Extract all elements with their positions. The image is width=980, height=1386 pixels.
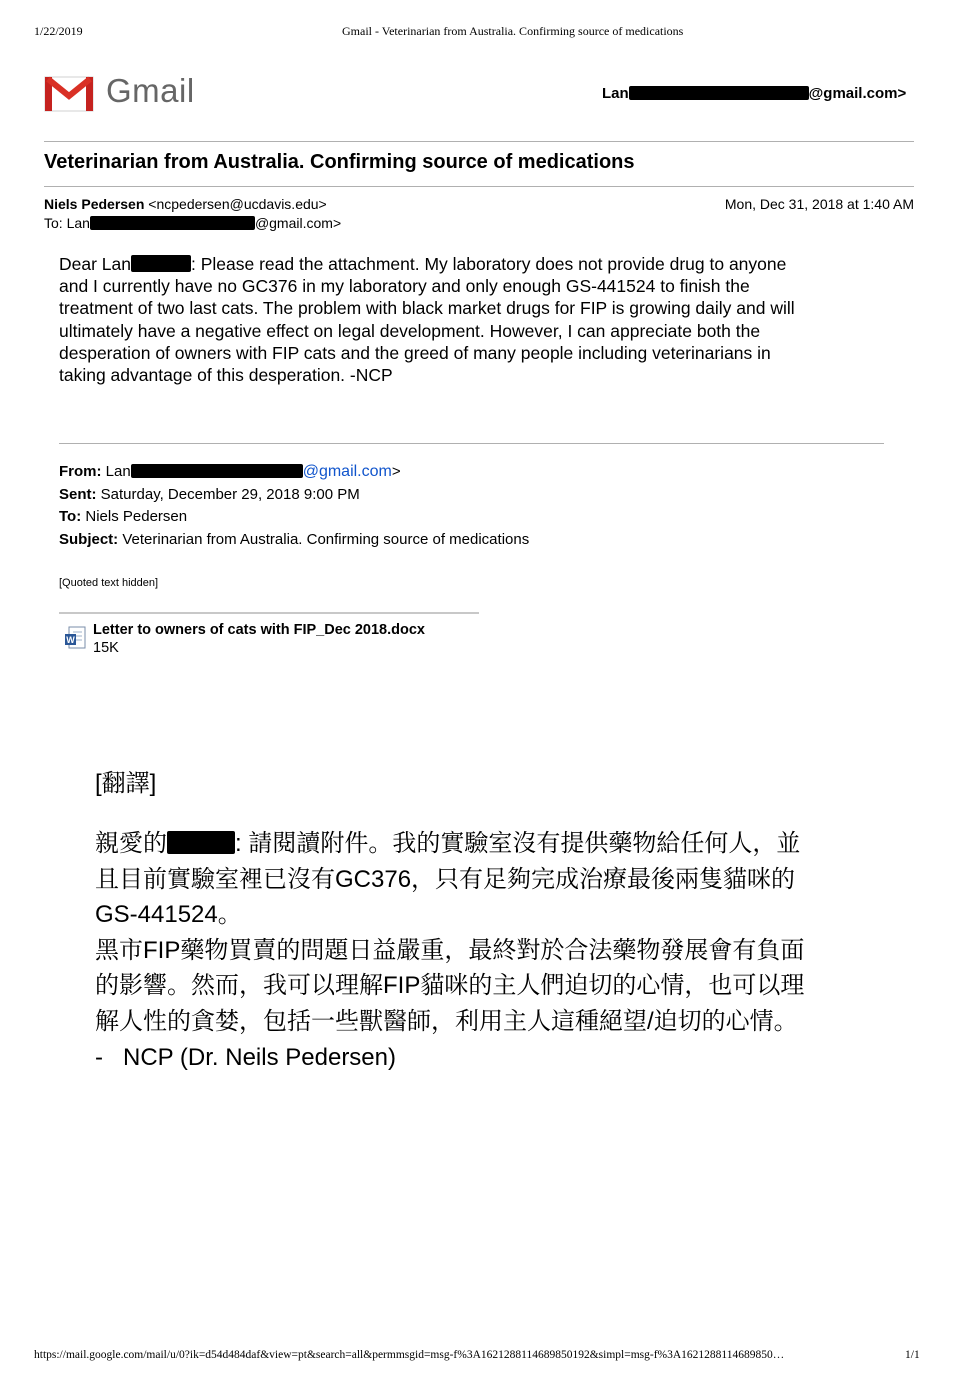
attachment-size: 15K: [93, 640, 119, 656]
recipient: [44, 215, 341, 231]
translation-heading: [翻譯]: [95, 770, 157, 797]
sender-name: Niels Pedersen: [44, 196, 145, 212]
translation-signature: [95, 1040, 804, 1076]
translation-line-6: 解人性的貪婪，包括一些獸醫師，利用主人這種絕望/迫切的心情。: [95, 1007, 798, 1035]
body-line-3: treatment of two last cats. The problem with black market drugs for FIP is growing daily and will: [59, 298, 795, 319]
sender: [44, 196, 327, 212]
gmail-envelope-icon: [44, 76, 94, 112]
body-line-2: and I currently have no GC376 in my laboratory and only enough GS-441524 to finish the: [59, 276, 750, 297]
account-redaction: [629, 86, 809, 100]
print-page-number: 1/1: [905, 1349, 920, 1361]
quoted-from-close: >: [391, 463, 401, 480]
message-date: Mon, Dec 31, 2018 at 1:40 AM: [724, 196, 914, 212]
account-email: [602, 85, 906, 102]
quoted-from: [59, 461, 529, 484]
body-greeting: Dear Lan: [59, 254, 131, 274]
quoted-to-label: To:: [59, 508, 82, 525]
quoted-subject-value: Veterinarian from Australia. Confirming source of medications: [122, 530, 530, 548]
subject-divider: [44, 186, 914, 187]
quoted-header: [59, 461, 529, 551]
quoted-subject: [59, 529, 529, 552]
quoted-sent: [59, 484, 529, 507]
attachment[interactable]: [64, 622, 484, 662]
quoted-to-value: Niels Pedersen: [85, 508, 188, 525]
quoted-from-email[interactable]: @gmail.com: [302, 463, 392, 480]
translation-line-1-text: : 請閱讀附件。我的實驗室沒有提供藥物給任何人，並: [235, 830, 801, 857]
body-line-4: ultimately have a negative effect on legal development. However, I can appreciate both the: [59, 320, 761, 341]
print-url: https://mail.google.com/mail/u/0?ik=d54d484daf&view=pt&search=all&permmsgid=msg-f%3A1621288114689850192&simpl=msg-f%3A1621288114689850…: [34, 1349, 785, 1361]
account-prefix: Lan: [602, 85, 629, 102]
body-line-1-text: : Please read the attachment. My laboratory does not provide drug to anyone: [191, 254, 787, 274]
translation-line-3: GS-441524。: [95, 901, 242, 929]
sender-email: <ncpedersen@ucdavis.edu>: [148, 196, 327, 212]
account-suffix: @gmail.com>: [808, 85, 907, 102]
gmail-logo-text: Gmail: [106, 72, 195, 109]
translation-line-4: 黑市FIP藥物買賣的問題日益嚴重，最終對於合法藥物發展會有負面: [95, 936, 805, 964]
quoted-sent-label: Sent:: [59, 485, 97, 503]
recipient-suffix: @gmail.com>: [254, 215, 342, 231]
email-subject: Veterinarian from Australia. Confirming source of medications: [44, 151, 635, 173]
translation-line-1: [95, 826, 804, 862]
recipient-redaction: [90, 216, 255, 229]
attachment-divider: [59, 612, 479, 614]
greeting-redaction: [131, 255, 191, 272]
header-divider: [44, 141, 914, 142]
body-line-5: desperation of owners with FIP cats and the greed of many people including veterinarians in: [59, 342, 771, 363]
quoted-from-label: From:: [59, 463, 102, 480]
quote-divider: [59, 443, 884, 444]
attachment-name[interactable]: Letter to owners of cats with FIP_Dec 2018.docx: [93, 622, 425, 638]
svg-text:W: W: [66, 635, 75, 645]
recipient-label: To:: [44, 215, 63, 231]
quoted-sent-value: Saturday, December 29, 2018 9:00 PM: [100, 485, 360, 503]
word-document-icon: [64, 626, 86, 650]
signature-text: NCP (Dr. Neils Pedersen): [123, 1043, 396, 1071]
body-line-1: [59, 253, 795, 275]
quoted-text-hidden[interactable]: [Quoted text hidden]: [59, 577, 159, 589]
gmail-logo: [44, 74, 204, 114]
translation-line-5: 的影響。然而，我可以理解FIP貓咪的主人們迫切的心情，也可以理: [95, 972, 805, 1000]
print-title: Gmail - Veterinarian from Australia. Confirming source of medications: [342, 24, 684, 38]
quoted-from-prefix: Lan: [105, 463, 131, 480]
quoted-to: [59, 506, 529, 529]
quoted-from-redaction: [131, 464, 303, 478]
recipient-prefix: Lan: [66, 215, 90, 231]
body-line-6: taking advantage of this desperation. -NCP: [59, 365, 393, 386]
translation-greeting: 親愛的: [95, 830, 167, 857]
quoted-subject-label: Subject:: [59, 530, 119, 548]
print-date: 1/22/2019: [34, 24, 83, 38]
translation-line-2: 且目前實驗室裡已沒有GC376，只有足夠完成治療最後兩隻貓咪的: [95, 865, 796, 893]
message-body: [59, 253, 795, 386]
translation-redaction: [167, 831, 235, 854]
signature-dash: -: [95, 1043, 103, 1071]
translation-body: [95, 826, 804, 1075]
